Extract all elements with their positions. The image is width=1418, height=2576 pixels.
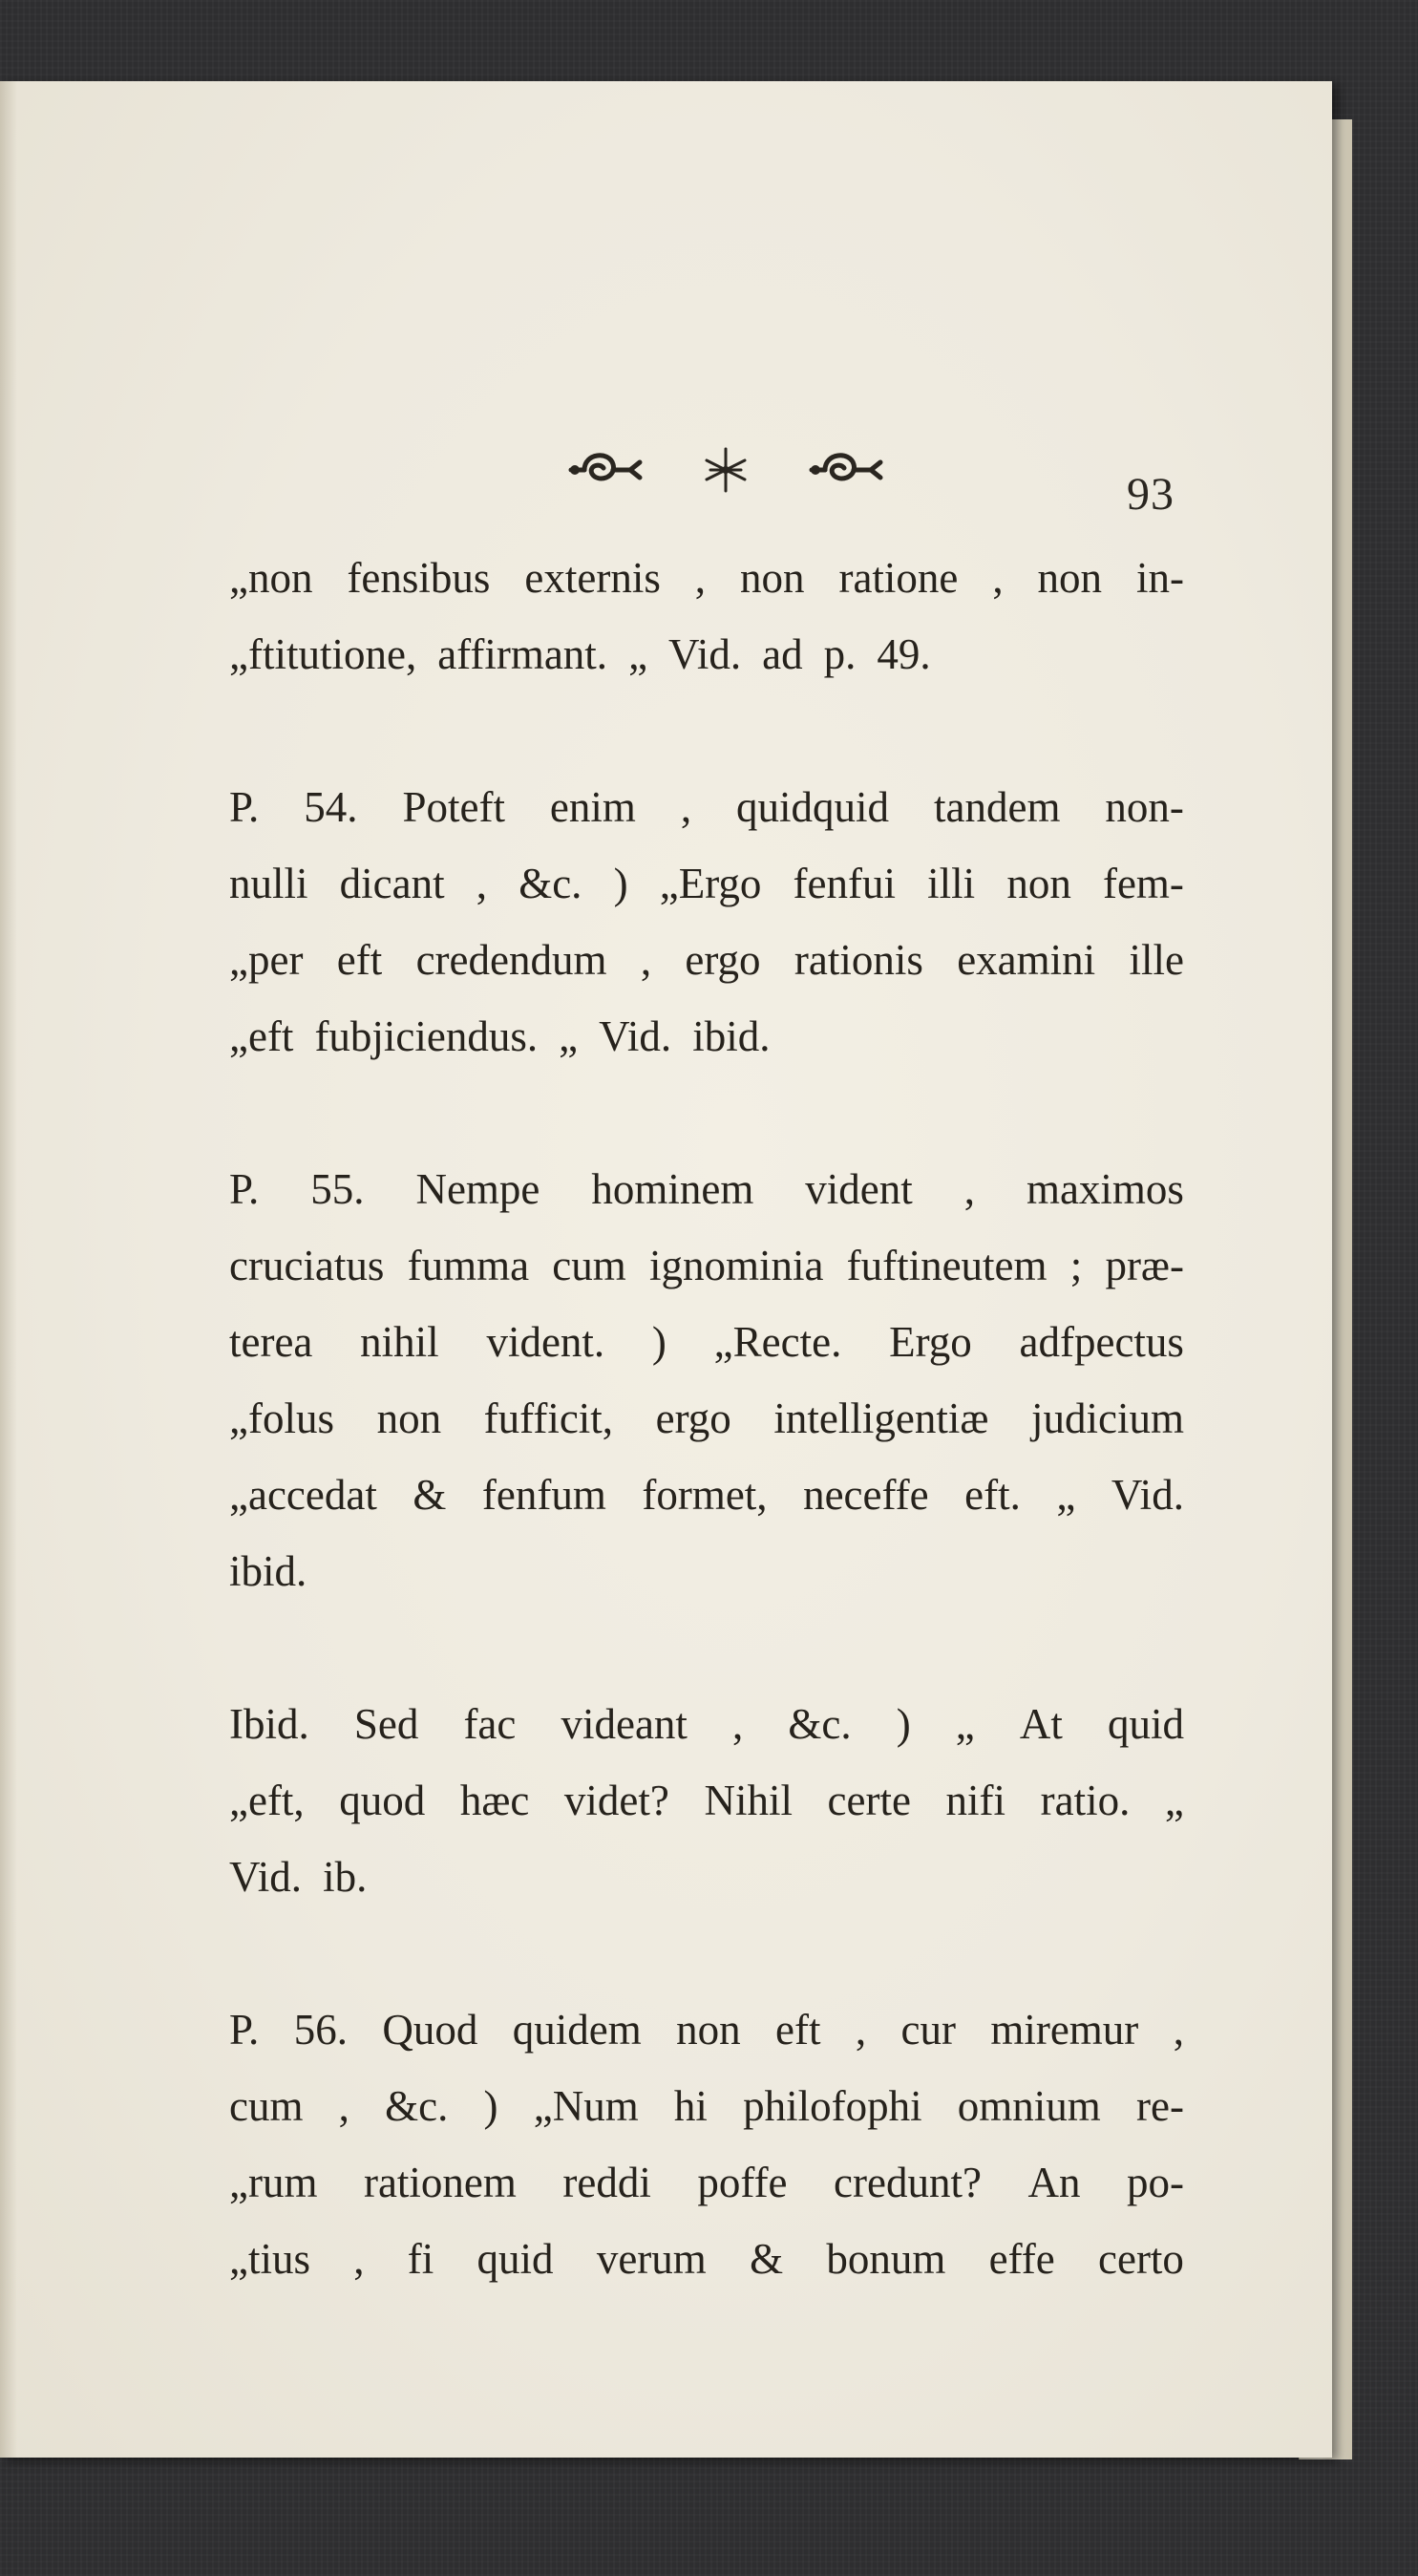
text-line: P. 54. Poteft enim , quidquid tandem non- [229, 783, 1184, 831]
text-line: cum , &c. ) „Num hi philofophi omnium re- [229, 2082, 1184, 2130]
page-number: 93 [1127, 469, 1175, 520]
text-line: „accedat & fenfum formet, neceffe eft. „ Vid. [229, 1471, 1184, 1519]
header-ornament [563, 436, 888, 503]
text-line: nulli dicant , &c. ) „Ergo fenfui illi non fem- [229, 860, 1184, 907]
text-line: Ibid. Sed fac videant , &c. ) „ At quid [229, 1700, 1184, 1748]
book-page [0, 81, 1332, 2458]
scroll-flourish-icon [802, 441, 888, 499]
text-line: „tius , fi quid verum & bonum effe certo [229, 2235, 1184, 2283]
text-line: „per eft credendum , ergo rationis examini ille [229, 936, 1184, 984]
star-icon [701, 445, 751, 495]
text-line: Vid. ib. [229, 1853, 368, 1901]
text-line: „rum rationem reddi poffe credunt? An po- [229, 2159, 1184, 2206]
text-line: „eft, quod hæc videt? Nihil certe nifi ratio. „ [229, 1777, 1184, 1824]
text-line: ibid. [229, 1547, 307, 1595]
text-line: „folus non fufficit, ergo intelligentiæ judicium [229, 1394, 1184, 1442]
text-line: „non fensibus externis , non ratione , non in- [229, 554, 1184, 602]
text-line: „eft fubjiciendus. „ Vid. ibid. [229, 1012, 771, 1060]
text-line: P. 55. Nempe hominem vident , maximos [229, 1165, 1184, 1213]
text-line: „ftitutione, affirmant. „ Vid. ad p. 49. [229, 630, 931, 678]
text-line: P. 56. Quod quidem non eft , cur miremur , [229, 2006, 1184, 2054]
text-line: cruciatus fumma cum ignominia fuftineutem ; præ- [229, 1242, 1184, 1289]
text-line: terea nihil vident. ) „Recte. Ergo adfpectus [229, 1318, 1184, 1366]
scroll-flourish-icon [563, 441, 649, 499]
body-text [229, 540, 1184, 2297]
